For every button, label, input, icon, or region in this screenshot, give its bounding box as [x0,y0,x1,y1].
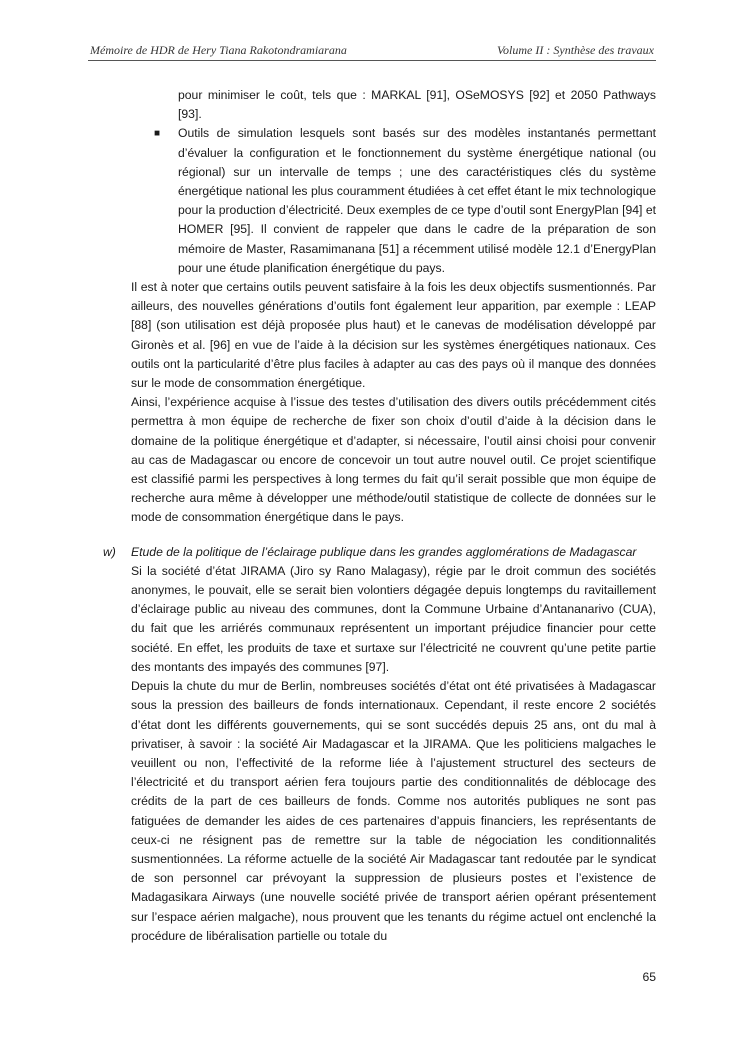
section-heading-w [88,543,656,562]
bullet-item-simulation-tools [88,124,656,278]
page-number: 65 [642,970,656,984]
section-title: Etude de la politique de l’éclairage publique dans les grandes agglomérations de Madagascar [131,544,637,559]
bullet-text: Outils de simulation lesquels sont basés sur des modèles instantanés permettant d’évaluer la configuration et le fonctionnement du système énergétique national (ou régional) sur un intervalle de temps ; une des caractéristiques clés du système énergétique national les plus couramment étudiées à cet effet étant le mix technologique pour la production d’électricité. Deux exemples de ce type d’outil sont EnergyPlan [94] et HOMER [95]. Il convient de rappeler que dans le cadre de la préparation de son mémoire de Master, Rasamimanana [51] a récemment utilisé modèle 12.1 d’EnergyPlan pour une étude planification énergétique du pays. [178,126,656,275]
header-divider [88,60,656,61]
bullet-continuation: pour minimiser le coût, tels que : MARKAL [91], OSeMOSYS [92] et 2050 Pathways [93]. [178,88,656,122]
paragraph-tools-note: Il est à noter que certains outils peuvent satisfaire à la fois les deux objectifs susmentionnés. Par ailleurs, des nouvelles générations d’outils font également leur apparition, par exemple : LEAP [88] (son utilisation est déjà proposée plus haut) et le canevas de modélisation développé par Gironès et al. [96] en vue de l’aide à la décision sur les systèmes énergétiques nationaux. Ces outils ont la particularité d’être plus faciles à adapter au cas des pays où il manque des données sur le mode de consommation énergétique. [131,280,656,391]
section-label: w) [103,544,116,559]
paragraph-jirama: Si la société d’état JIRAMA (Jiro sy Rano Malagasy), régie par le droit commun des sociétés anonymes, le pouvait, elle se serait bien volontiers dégagée depuis longtemps du ravitaillement d’éclairage public au niveau des communes, dont la Commune Urbaine d’Antananarivo (CUA), du fait que les arriérés communaux représentent un important préjudice financier pour cette société. En effet, les produits de taxe et surtaxe sur l’électricité ne couvrent qu’une petite partie des montants des impayés des communes [97]. [131,563,656,674]
page-header [88,40,656,60]
paragraph-experience: Ainsi, l’expérience acquise à l’issue des testes d’utilisation des divers outils précédemment cités permettra à mon équipe de recherche de fixer son choix d’outil d’aide à la décision dans le domaine de la politique énergétique et d’adapter, si nécessaire, l’outil ainsi choisi pour convenir au cas de Madagascar ou encore de concevoir un tout autre nouvel outil. Ce projet scientifique est classifié parmi les perspectives à long termes du fait qu’il serait possible que mon équipe de recherche aura même à développer une méthode/outil statistique de collecte de données sur le mode de consommation énergétique dans le pays. [131,395,656,525]
header-author: Mémoire de HDR de Hery Tiana Rakotondramiarana [90,43,347,57]
paragraph-privatisation: Depuis la chute du mur de Berlin, nombreuses sociétés d’état ont été privatisées à Madagascar sous la pression des bailleurs de fonds internationaux. Cependant, il reste encore 2 sociétés d’état dont les différents gouvernements, qui se sont succédés depuis 25 ans, ont du mal à privatiser, à savoir : la société Air Madagascar et la JIRAMA. Que les politiciens malgaches le veuillent ou non, l’effectivité de la reforme liée à l’ajustement structurel des secteurs de l’électricité et du transport aérien fera toujours partie des conditionnalités de déblocage des crédits de la part de ces bailleurs de fonds. Comme nos autorités publiques ne sont pas fatiguées de demander les aides de ces partenaires d’appuis financiers, les représentants de ceux-ci ne résignent pas de remettre sur la table de négociation les conditionnalités susmentionnées. La réforme actuelle de la société Air Madagascar tant redoutée par le syndicat de son personnel car prévoyant la suppression de plusieurs postes et l’existence de Madagasikara Airways (une nouvelle société privée de transport aérien opérant présentement sur l’espace aérien malgache), nous prouvent que les tenants du régime actuel ont enclenché la procédure de libéralisation partielle ou totale du [131,679,656,943]
header-volume: Volume II : Synthèse des travaux [497,43,654,57]
page-body [88,86,656,946]
square-bullet-icon: ■ [154,128,161,140]
